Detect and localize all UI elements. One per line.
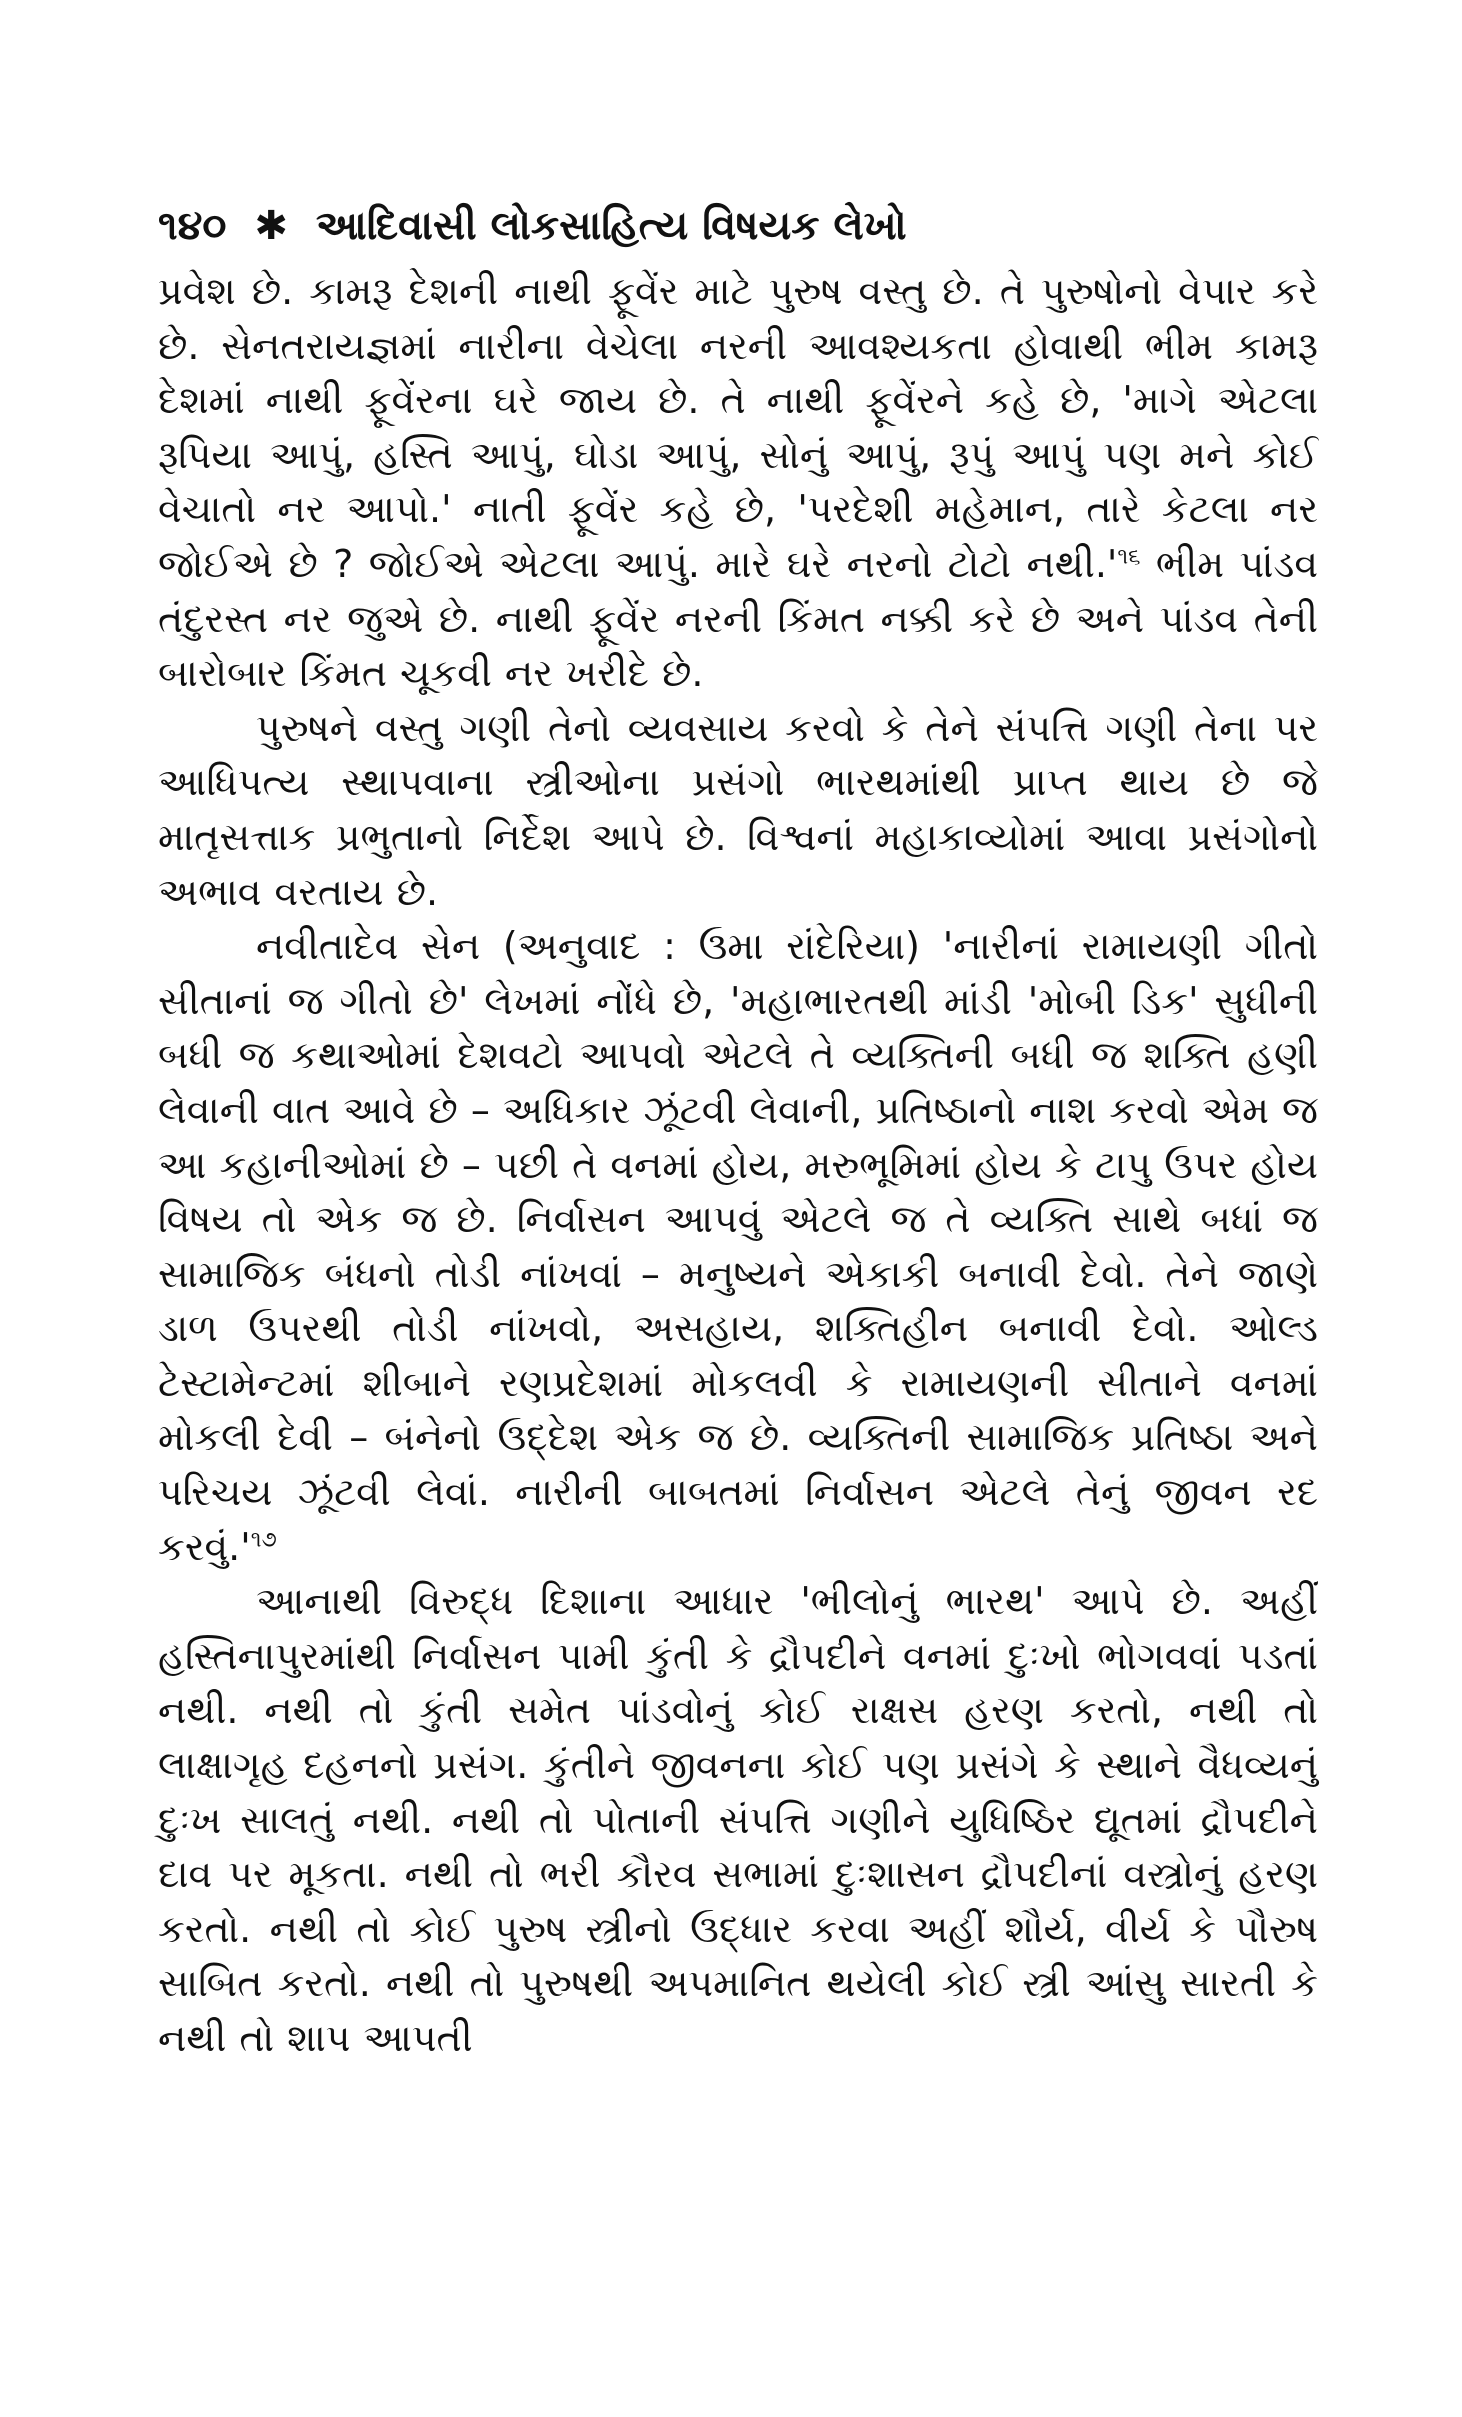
running-header: [158, 196, 1318, 256]
paragraph-1: [158, 264, 1318, 701]
paragraph-text: નવીતાદેવ સેન (અનુવાદ : ઉમા રાંદેરિયા) 'નારીનાં રામાયણી ગીતો સીતાનાં જ ગીતો છે' લેખમાં નોંધે છે, 'મહાભારતથી માંડી 'મોબી ડિક' સુધીની બધી જ કથાઓમાં દેશવટો આપવો એટલે તે વ્યક્તિની બધી જ શક્તિ હણી લેવાની વાત આવે છે – અધિકાર ઝૂંટવી લેવાની, પ્રતિષ્ઠાનો નાશ કરવો એમ જ આ કહાનીઓમાં છે – પછી તે વનમાં હોય, મરુભૂમિમાં હોય કે ટાપુ ઉપર હોય વિષય તો એક જ છે. નિર્વાસન આપવું એટલે જ તે વ્યક્તિ સાથે બધાં જ સામાજિક બંધનો તોડી નાંખવાં – મનુષ્યને એકાકી બનાવી દેવો. તેને જાણે ડાળ ઉપરથી તોડી નાંખવો, અસહાય, શક્તિહીન બનાવી દેવો. ઓલ્ડ ટેસ્ટામેન્ટમાં શીબાને રણપ્રદેશમાં મોકલવી કે રામાયણની સીતાને વનમાં મોકલી દેવી – બંનેનો ઉદ્દેશ એક જ છે. વ્યક્તિની સામાજિક પ્રતિષ્ઠા અને પરિચય ઝૂંટવી લેવાં. નારીની બાબતમાં નિર્વાસન એટલે તેનું જીવન રદ કરવું.': [158, 924, 1318, 1569]
footnote-marker: ૧૭: [250, 1527, 277, 1552]
asterisk-separator-icon: ✱: [254, 203, 288, 249]
paragraph-text: પુરુષને વસ્તુ ગણી તેનો વ્યવસાય કરવો કે તેને સંપત્તિ ગણી તેના પર આધિપત્ય સ્થાપવાના સ્ત્રીઓના પ્રસંગો ભારથમાંથી પ્રાપ્ત થાય છે જે માતૃસત્તાક પ્રભુતાનો નિર્દેશ આપે છે. વિશ્વનાં મહાકાવ્યોમાં આવા પ્રસંગોનો અભાવ વરતાય છે.: [158, 705, 1318, 914]
paragraph-text-continued: ભીમ પાંડવ તંદુરસ્ત નર જુએ છે. નાથી ફૂવેંર નરની કિંમત નક્કી કરે છે અને પાંડવ તેની બારોબાર કિંમત ચૂકવી નર ખરીદે છે.: [158, 541, 1319, 696]
paragraph-text: આનાથી વિરુદ્ધ દિશાના આધાર 'ભીલોનું ભારથ' આપે છે. અહીં હસ્તિનાપુરમાંથી નિર્વાસન પામી કુંતી કે દ્રૌપદીને વનમાં દુઃખો ભોગવવાં પડતાં નથી. નથી તો કુંતી સમેત પાંડવોનું કોઈ રાક્ષસ હરણ કરતો, નથી તો લાક્ષાગૃહ દહનનો પ્રસંગ. કુંતીને જીવનના કોઈ પણ પ્રસંગે કે સ્થાને વૈધવ્યનું દુઃખ સાલતું નથી. નથી તો પોતાની સંપત્તિ ગણીને યુધિષ્ઠિર દ્યૂતમાં દ્રૌપદીને દાવ પર મૂકતા. નથી તો ભરી કૌરવ સભામાં દુઃશાસન દ્રૌપદીનાં વસ્ત્રોનું હરણ કરતો. નથી તો કોઈ પુરુષ સ્ત્રીનો ઉદ્ધાર કરવા અહીં શૌર્ય, વીર્ય કે પૌરુષ સાબિત કરતો. નથી તો પુરુષથી અપમાનિત થયેલી કોઈ સ્ત્રી આંસુ સારતી કે નથી તો શાપ આપતી: [158, 1579, 1318, 2060]
paragraph-3: [158, 919, 1318, 1574]
book-title: આદિવાસી લોકસાહિત્ય વિષયક લેખો: [315, 203, 907, 249]
paragraph-4: [158, 1574, 1318, 2065]
paragraph-text: પ્રવેશ છે. કામરૂ દેશની નાથી ફૂવેંર માટે પુરુષ વસ્તુ છે. તે પુરુષોનો વેપાર કરે છે. સેનતરાયજ્ઞમાં નારીના વેચેલા નરની આવશ્યકતા હોવાથી ભીમ કામરૂ દેશમાં નાથી ફૂવેંરના ઘરે જાય છે. તે નાથી ફૂવેંરને કહે છે, 'માગે એટલા રૂપિયા આપું, હસ્તિ આપું, ઘોડા આપું, સોનું આપું, રૂપું આપું પણ મને કોઈ વેચાતો નર આપો.' નાતી ફૂવેંર કહે છે, 'પરદેશી મહેમાન, તારે કેટલા નર જોઈએ છે ? જોઈએ એટલા આપું. મારે ઘરે નરનો ટોટો નથી.': [158, 269, 1318, 586]
book-page: [158, 196, 1318, 2066]
footnote-marker: ૧૬: [1117, 544, 1141, 570]
page-number: ૧૪૦: [158, 203, 227, 249]
paragraph-2: [158, 701, 1318, 919]
body-text: [158, 264, 1318, 2066]
